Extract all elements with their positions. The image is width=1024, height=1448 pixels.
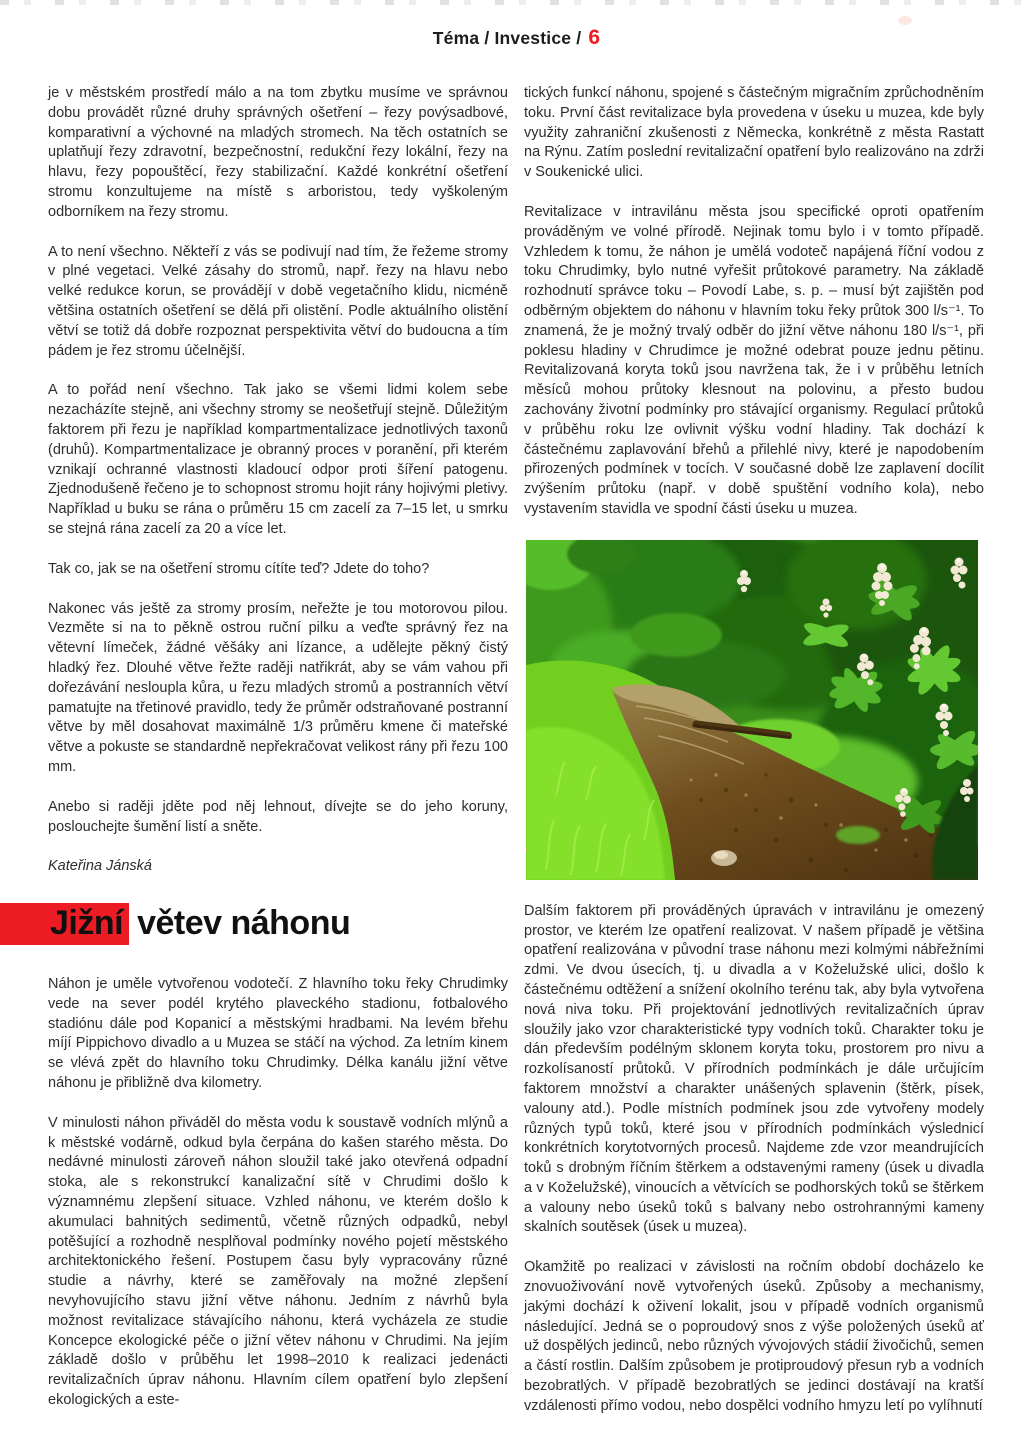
body-paragraph: Revitalizace v intravilánu města jsou specifické oproti opatřením prováděným ve volné přírodě. Nejinak tomu bylo i v tomto případě. Vzhledem k tomu, že náhon je umělá vodoteč napájená říční vodou z toku Chrudimky, bylo nutné vyřešit průtokové parametry. Na základě rozhodnutí správce toku – Povodí Labe, s. p. – musí být zajištěn pod odběrným objektem do náhonu v hlavním toku řeky průtok 300 l/s⁻¹. To znamená, že je možný trvalý odběr do jižní větve náhonu 180 l/s⁻¹, při poklesu hladiny v Chrudimce je možné odebrat pouze jednu pětinu. Revitalizovaná koryta toků jsou navržena tak, že i v průběhu letních měsíců mohou průtoky klesnout na polovinu, a přesto budou zachovány životní podmínky pro stávající organismy. Regulací průtoků v průběhu roku lze ovlivnit výšku vodní hladiny. Tak dochází k částečnému zaplavování břehů a přilehlé nivy, které je napodobením přirozených podmínek v tocích. V současné době lze zaplavení docílit zvýšením průtoku (např. v době spuštění vodního kola), nebo vystavením stavidla ve spodní části úseku u muzea. <box>524 203 984 517</box>
body-paragraph: Tak co, jak se na ošetření stromu cítíte teď? Jdete do toho? <box>48 560 430 577</box>
stream-photo-illustration <box>526 540 978 880</box>
scan-edge-artifacts <box>0 0 1024 5</box>
article-title <box>0 903 508 945</box>
breadcrumb: Téma / Investice / <box>432 28 582 48</box>
article-title-rest: větev náhonu <box>137 904 351 943</box>
body-paragraph: A to není všechno. Někteří z vás se podivují nad tím, že řežeme stromy v plné vegetaci. Velké zásahy do stromů, např. řezy na hlavu nebo velké redukce korun, se provádějí v době vegetačního klidu, nicméně většina ostatních ošetření se dělá při olistění. Podle aktuálního olistění větví se totiž dá dobře rozpoznat perspektivita větví do budoucna a tím pádem je řez stromu účelnější. <box>48 243 508 359</box>
scan-smudge <box>898 16 912 25</box>
body-paragraph: tických funkcí náhonu, spojené s částečným migračním zprůchodněním toku. První část revitalizace byla provedena v úseku u muzea, kde byly využity zahraniční zkušenosti z Německa, konkrétně z města Rastatt na Rýnu. Zatím poslední revitalizační opatření bylo realizováno na zdrži v Soukenické ulici. <box>524 85 984 181</box>
author-byline: Kateřina Jánská <box>48 858 152 875</box>
body-paragraph: Anebo si raději jděte pod něj lehnout, dívejte se do jeho koruny, poslouchejte šumění listí a sněte. <box>48 798 508 835</box>
right-column <box>524 84 984 1417</box>
body-paragraph: A to pořád není všechno. Tak jako se všemi lidmi kolem sebe nezacházíte stejně, ani všechny stromy se neošetřují stejně. Důležitým faktorem při řezu je například kompartmentalizace jednotlivých taxonů (druhů). Kompartmentalizace je obranný proces v poranění, při kterém vznikají ochranné vlastnosti kladoucí odpor proti šíření patogenu. Zjednodušeně řečeno je to schopnost stromu hojit rány hojivými pletivy. Například u buku se rána o průměru 15 cm zacelí za 7–15 let, u smrku se stejná rána zacelí za 20 a více let. <box>48 382 508 537</box>
body-paragraph: V minulosti náhon přiváděl do města vodu k soustavě vodních mlýnů a k městské vodárně, odkud byla čerpána do kašen starého města. Do nedávné minulosti zároveň náhon sloužil také jako otevřená odpadní stoka, ale s rekonstrukcí kanalizační sítě v Chrudimi došlo k významnému zlepšení situace. Vzhled náhonu, ve kterém došlo k akumulaci bahnitých sedimentů, včetně různých odpadků, nebyl potěšující a rozhodně nesplňoval podmínky nového pojetí městského architektonického řešení. Postupem času byly vypracovány různé studie a návrhy, které se zaměřovaly na možné zlepšení nevyhovujícího stavu jižní větve náhonu. Jedním z návrhů byla možnost revitalizace stávajícího náhonu, která vycházela ze studie Koncepce ekologické péče o jižní větev náhonu v Chrudimi. Na jejím základě došlo v průběhu let 1998–2010 k realizaci jedenácti revitalizačních úprav náhonu. Hlavním cílem opatření bylo zlepšení ekologických a este- <box>48 1114 508 1409</box>
body-paragraph: Dalším faktorem při prováděných úpravách v intravilánu je omezený prostor, ve kterém lze opatření realizovat. V našem případě je většina opatření realizována v původní trase náhonu mezi kolmými nábřežními zdmi. Ve dvou úsecích, tj. u divadla a v Koželužské ulici, došlo k částečnému odtěžení a snížení okolního terénu tak, aby byla vytvořena nová niva toku. Při projektování jednotlivých revitalizačních úprav sloužily jako vzor charakteristické typy vodních toků. Charakter toku je dán především podélným sklonem koryta toku, prostorem pro nivu a rozkolísaností průtoků. V přírodních podmínkách je dále určujícím faktorem množství a charakter unášených splavenin (štěrk, písek, valouny atd.). Podle místních podmínek jsou zde vytvořeny modely různých typů toků, které jsou v přírodních podmínkách výslednicí konkrétních korytotvorných procesů. Najdeme zde vzor meandrujících toků s drobným říčním štěrkem a odstavenými rameny (úsek u divadla a v Koželužské), vinoucích a větvících se podhorských toků se štěrkem a valouny nebo úseků toků s balvany nebo ostrohrannými kameny skalních soutěsek (úsek u muzea). <box>524 902 984 1236</box>
page-header <box>0 26 1024 50</box>
body-paragraph: Okamžitě po realizaci v závislosti na ročním období docházelo ke znovuoživování nově vytvořených úseků. Způsoby a mechanismy, jakými dochází k oživení lokalit, jsou v případě vodních organismů následující. Jedná se o poproudový snos z výše položených úseků ať už dospělých jedinců, nebo různých vývojových stádií živočichů, semen a částí rostlin. Dalším způsobem je protiproudový přesun ryb a vodních bezobratlých. V případě bezobratlých se jedinci dostávají na kratší vzdálenosti přímo vodou, nebo dospělci vodního hmyzu letí po vylíhnutí <box>524 1259 984 1414</box>
body-paragraph: je v městském prostředí málo a na tom zbytku musíme ve správnou dobu provádět různé druhy správných ošetření – řezy povýsadbové, komparativní a výchovné na mladých stromech. Na těch ostatních se uplatňují řezy zdravotní, bezpečnostní, redukční řezy lokální, řezy na hlavu, řezy popouštěcí, řezy stabilizační. Každé konkrétní ošetření stromu konzultujeme na místě s arboristou, tedy vyškoleným odborníkem na řezy stromu. <box>48 85 508 220</box>
left-column <box>48 84 508 1411</box>
stream-photo <box>526 540 978 880</box>
body-paragraph: Nakonec vás ještě za stromy prosím, neřežte je tou motorovou pilou. Vezměte si na to pěkně ostrou ruční pilku a veďte správný řez na větevní límeček, žádné věšáky ani lízance, a udělejte pěkný čistý hladký řez. Dlouhé větve řežte raději natřikrát, aby se vám vahou při dořezávání nesloupla kůra, u řezu mladých stromů a postranních větví pamatujte na třetinové pravidlo, tedy že průměr odstraňované postranní větve by měl dosahovat maximálně 1/3 průměru kmene či mateřské větve a pokuste se standardně nepřekračovat velikost rány při řezu 100 mm. <box>48 600 508 775</box>
page-number: 6 <box>588 26 601 49</box>
article-title-highlight: Jižní <box>0 903 129 945</box>
body-paragraph: Náhon je uměle vytvořenou vodotečí. Z hlavního toku řeky Chrudimky vede na sever podél krytého plaveckého stadionu, fotbalového stadiónu dále pod Kopanicí a městskými hradbami. Na levém břehu míjí Pippichovo divadlo a u Muzea se stáčí na východ. Za letním kinem se vlévá zpět do hlavního toku Chrudimky. Délka kanálu jižní větve náhonu je přibližně dva kilometry. <box>48 976 508 1092</box>
